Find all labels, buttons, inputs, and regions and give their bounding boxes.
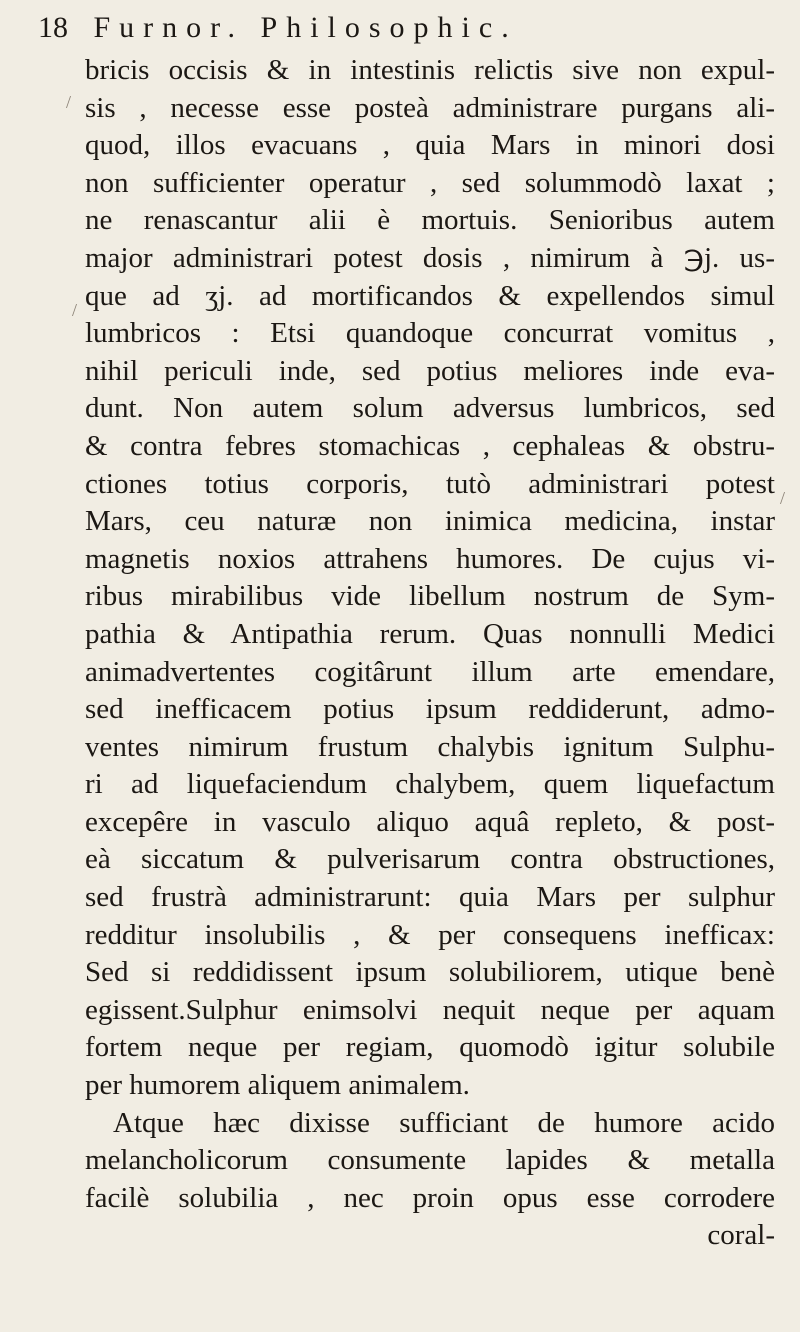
text-line: per humorem aliquem animalem. <box>85 1069 470 1102</box>
text-line: sed frustrà administrarunt: quia Mars per sulphur <box>85 881 775 914</box>
text-line: Atque hæc dixisse sufficiant de humore acido <box>113 1106 775 1139</box>
text-line: dunt. Non autem solum adversus lumbricos, sed <box>85 392 775 425</box>
text-line: pathia & Antipathia rerum. Quas nonnulli Medici <box>85 617 775 650</box>
text-line: non sufficienter operatur , sed solummodò laxat ; <box>85 166 775 199</box>
text-line: ventes nimirum frustum chalybis ignitum Sulphu- <box>85 730 775 763</box>
margin-mark: / <box>66 92 72 112</box>
text-line: facilè solubilia , nec proin opus esse corrodere <box>85 1181 775 1214</box>
text-line: & contra febres stomachicas , cephaleas & obstru- <box>85 429 775 462</box>
text-line: sed inefficacem potius ipsum reddiderunt, admo- <box>85 693 775 726</box>
running-header <box>38 8 778 48</box>
text-block <box>85 52 775 1255</box>
text-line: nihil periculi inde, sed potius meliores inde eva- <box>85 354 775 387</box>
text-line: excepêre in vasculo aliquo aquâ repleto, & post- <box>85 805 775 838</box>
text-line: que ad ʒj. ad mortificandos & expellendos simul <box>85 279 775 312</box>
text-line: eà siccatum & pulverisarum contra obstructiones, <box>85 843 775 876</box>
text-line: lumbricos : Etsi quandoque concurrat vomitus , <box>85 317 775 350</box>
text-line: magnetis noxios attrahens humores. De cujus vi- <box>85 542 775 575</box>
text-line: Sed si reddidissent ipsum solubiliorem, utique benè <box>85 956 775 989</box>
text-line: Mars, ceu naturæ non inimica medicina, instar <box>85 505 775 538</box>
text-line: melancholicorum consumente lapides & metalla <box>85 1144 775 1177</box>
text-line: ribus mirabilibus vide libellum nostrum de Sym- <box>85 580 775 613</box>
margin-mark: / <box>72 300 78 320</box>
text-line: ne renascantur alii è mortuis. Senioribus autem <box>85 204 775 237</box>
margin-mark: / <box>780 488 786 508</box>
text-line: fortem neque per regiam, quomodò igitur solubile <box>85 1031 775 1064</box>
text-line: animadvertentes cogitârunt illum arte emendare, <box>85 655 775 688</box>
text-line: ri ad liquefaciendum chalybem, quem liquefactum <box>85 768 775 801</box>
text-line: ctiones totius corporis, tutò administrari potest <box>85 467 775 500</box>
running-title: Furnor. Philosophic. <box>93 11 518 44</box>
text-line: bricis occisis & in intestinis relictis sive non expul- <box>85 54 775 86</box>
text-line: egissent.Sulphur enimsolvi nequit neque per aquam <box>85 993 775 1026</box>
text-line: quod, illos evacuans , quia Mars in minori dosi <box>85 129 775 162</box>
text-line: major administrari potest dosis , nimirum à ℈j. us- <box>85 241 775 274</box>
page-number: 18 <box>38 11 68 44</box>
catchword: coral- <box>707 1219 775 1252</box>
text-line: sis , necesse esse posteà administrare purgans ali- <box>85 91 775 124</box>
text-line: redditur insolubilis , & per consequens inefficax: <box>85 918 775 951</box>
